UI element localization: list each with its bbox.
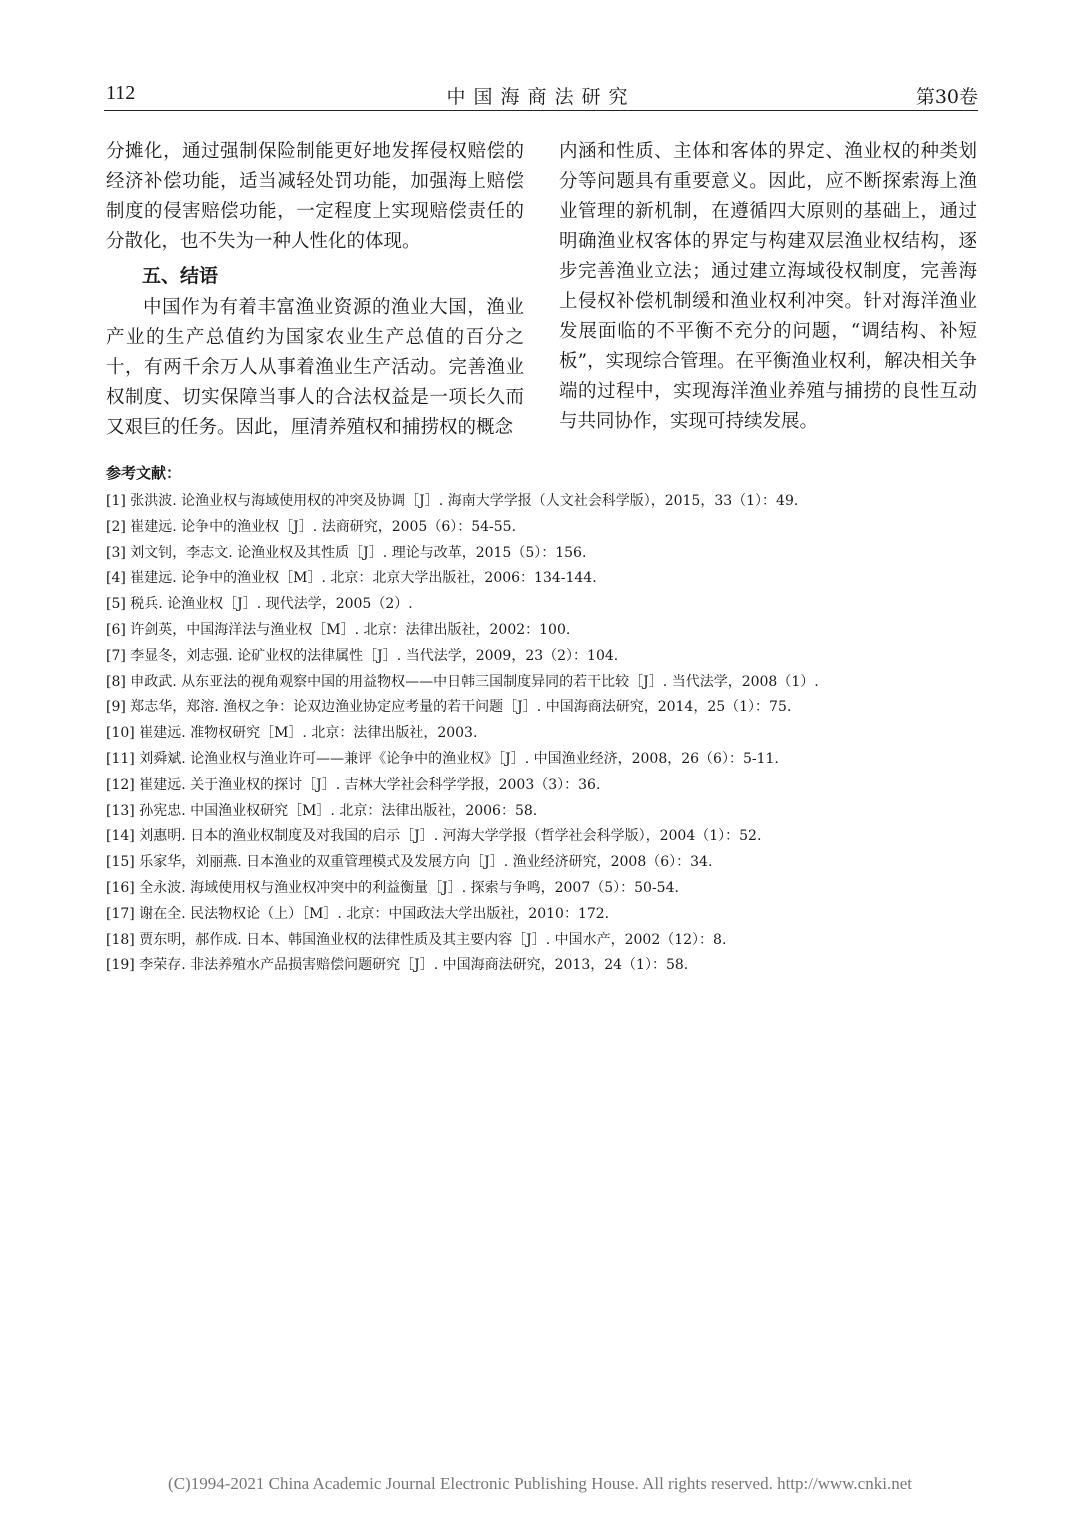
reference-item: [13] 孙宪忠. 中国渔业权研究［M］. 北京：法律出版社，2006：58. bbox=[106, 802, 538, 819]
reference-item: [3] 刘文钊，李志文. 论渔业权及其性质［J］. 理论与改革，2015（5）：156. bbox=[106, 544, 587, 561]
copyright-footer: (C)1994-2021 China Academic Journal Electronic Publishing House. All rights reserved. http://www.cnki.net bbox=[168, 1474, 912, 1493]
reference-item: [17] 谢在全. 民法物权论（上）［M］. 北京：中国政法大学出版社，2010：172. bbox=[106, 905, 610, 922]
references-heading: 参考文献： bbox=[106, 464, 182, 482]
reference-item: [5] 税兵. 论渔业权［J］. 现代法学，2005（2）. bbox=[106, 596, 413, 613]
section-heading: 五、结语 bbox=[142, 265, 219, 287]
reference-item: [14] 刘惠明. 日本的渔业权制度及对我国的启示［J］. 河海大学学报（哲学社会科学版），2004（1）：52. bbox=[106, 828, 762, 845]
reference-item: [4] 崔建远. 论争中的渔业权［M］. 北京：北京大学出版社，2006：134-144. bbox=[106, 570, 597, 587]
volume-label: 第30卷 bbox=[915, 86, 978, 108]
reference-item: [15] 乐家华，刘丽燕. 日本渔业的双重管理模式及发展方向［J］. 渔业经济研究，2008（6）：34. bbox=[106, 854, 713, 871]
reference-item: [6] 许剑英，中国海洋法与渔业权［M］. 北京：法律出版社，2002：100. bbox=[106, 621, 571, 638]
reference-item: [16] 全永波. 海域使用权与渔业权冲突中的利益衡量［J］. 探索与争鸣，2007（5）：50-54. bbox=[106, 879, 679, 896]
reference-list bbox=[106, 489, 986, 979]
reference-item: [18] 贾东明，郝作成. 日本、韩国渔业权的法律性质及其主要内容［J］. 中国水产，2002（12）：8. bbox=[106, 931, 727, 948]
reference-item: [12] 崔建远. 关于渔业权的探讨［J］. 吉林大学社会科学学报，2003（3）：36. bbox=[106, 776, 601, 793]
reference-item: [19] 李荣存. 非法养殖水产品损害赔偿问题研究［J］. 中国海商法研究，2013，24（1）：58. bbox=[106, 957, 689, 974]
reference-item: [10] 崔建远. 准物权研究［M］. 北京：法律出版社，2003. bbox=[106, 725, 478, 742]
body-paragraph: 分摊化，通过强制保险制能更好地发挥侵权赔偿的经济补偿功能，适当减轻处罚功能，加强海上赔偿制度的侵害赔偿功能，一定程度上实现赔偿责任的分散化，也不失为一种人性化的体现。 bbox=[106, 141, 524, 252]
reference-item: [9] 郑志华，郑溶. 渔权之争：论双边渔业协定应考量的若干问题［J］. 中国海商法研究，2014，25（1）：75. bbox=[106, 699, 792, 716]
right-column bbox=[559, 137, 977, 437]
reference-item: [8] 申政武. 从东亚法的视角观察中国的用益物权——中日韩三国制度异同的若干比较［J］. 当代法学，2008（1）. bbox=[106, 673, 819, 690]
page-number: 112 bbox=[106, 82, 136, 104]
references-section bbox=[106, 462, 986, 979]
reference-item: [2] 崔建远. 论争中的渔业权［J］. 法商研究，2005（6）：54-55. bbox=[106, 518, 517, 535]
left-column bbox=[106, 137, 524, 443]
body-paragraph: 内涵和性质、主体和客体的界定、渔业权的种类划分等问题具有重要意义。因此，应不断探索海上渔业管理的新机制，在遵循四大原则的基础上，通过明确渔业权客体的界定与构建双层渔业权结构，逐步完善渔业立法；通过建立海域役权制度，完善海上侵权补偿机制缓和渔业权利冲突。针对海洋渔业发展面临的不平衡不充分的问题，“调结构、补短板”，实现综合管理。在平衡渔业权利，解决相关争端的过程中，实现海洋渔业养殖与捕捞的良性互动与共同协作，实现可持续发展。 bbox=[559, 141, 977, 432]
reference-item: [7] 李显冬，刘志强. 论矿业权的法律属性［J］. 当代法学，2009，23（2）：104. bbox=[106, 647, 619, 664]
running-header bbox=[104, 80, 978, 111]
reference-item: [1] 张洪波. 论渔业权与海域使用权的冲突及协调［J］. 海南大学学报（人文社会科学版），2015，33（1）：49. bbox=[106, 493, 799, 509]
body-paragraph: 中国作为有着丰富渔业资源的渔业大国，渔业产业的生产总值约为国家农业生产总值的百分之十，有两千余万人从事着渔业生产活动。完善渔业权制度、切实保障当事人的合法权益是一项长久而又艰巨的任务。因此，厘清养殖权和捕捞权的概念 bbox=[106, 297, 524, 438]
journal-title: 中国海商法研究 bbox=[446, 86, 636, 108]
reference-item: [11] 刘舜斌. 论渔业权与渔业许可——兼评《论争中的渔业权》［J］. 中国渔业经济，2008，26（6）：5-11. bbox=[106, 750, 779, 767]
